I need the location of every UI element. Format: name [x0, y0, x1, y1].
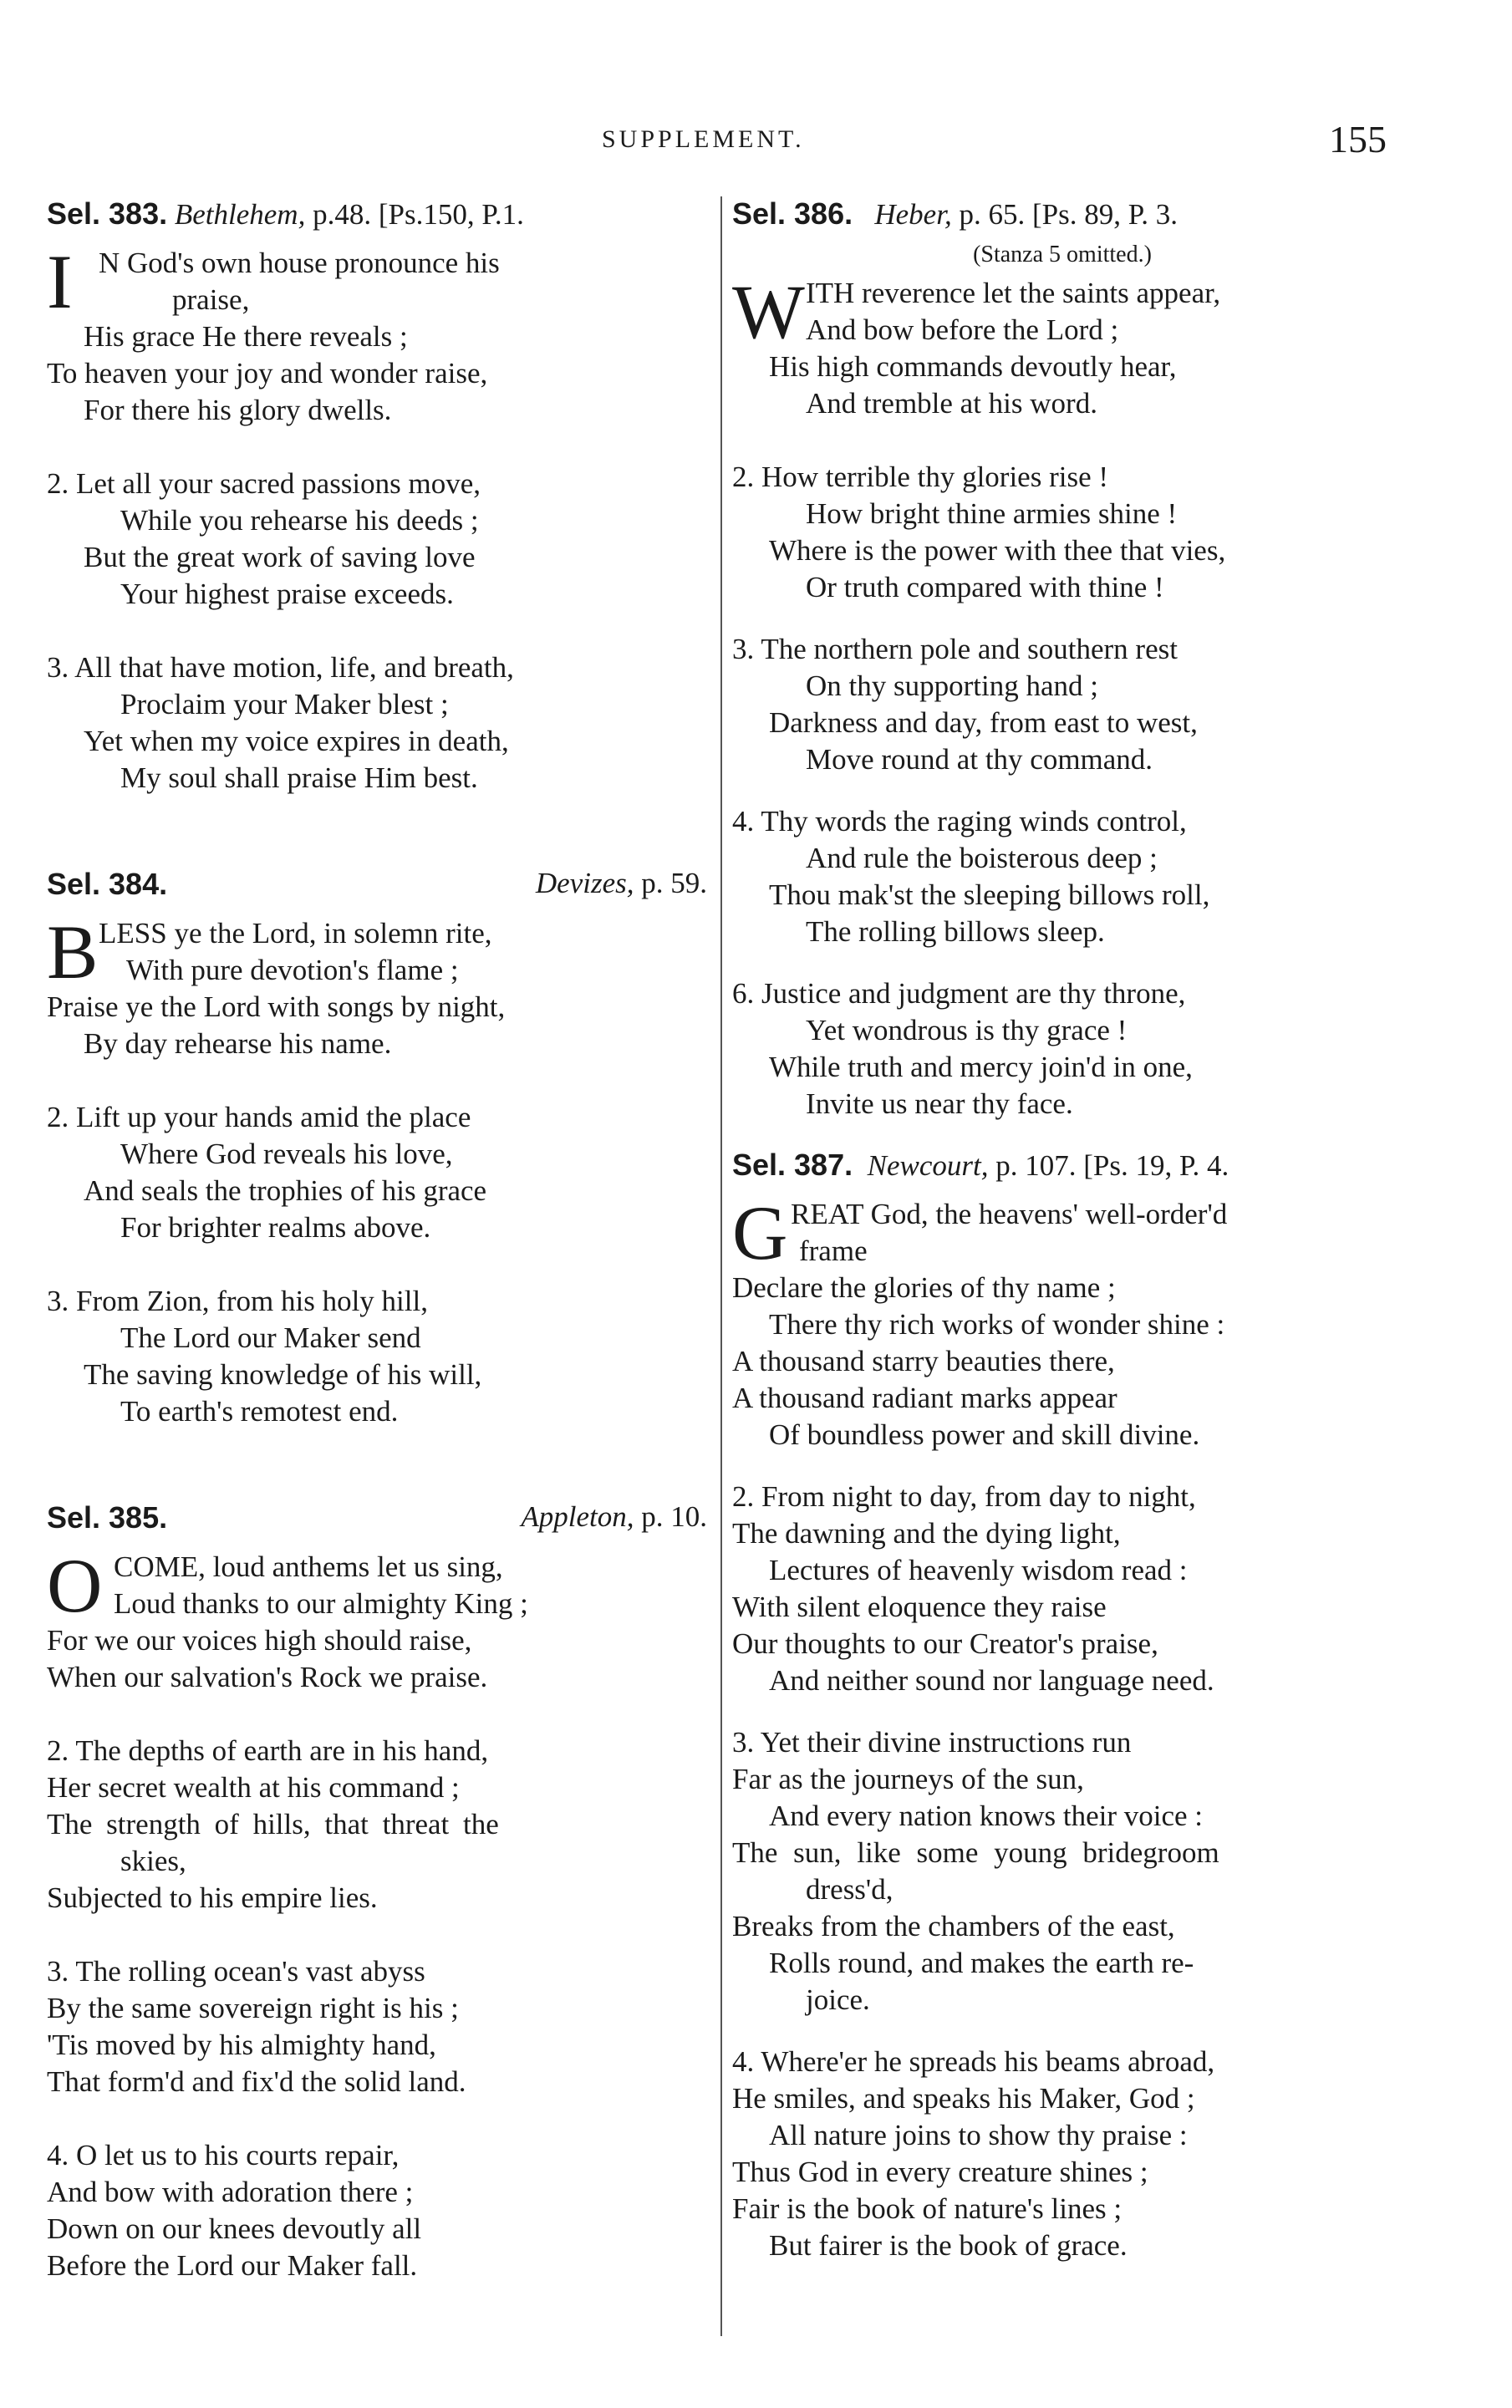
hymn-line: 6. Justice and judgment are thy throne,: [732, 977, 1186, 1010]
hymn-line: For we our voices high should raise,: [47, 1624, 472, 1657]
drop-cap: G: [732, 1190, 788, 1275]
selection-heading: [47, 867, 707, 915]
tune-reference: p. 65. [Ps. 89, P. 3.: [951, 198, 1179, 231]
hymn-line: And tremble at his word.: [806, 387, 1097, 420]
hymn-line: And seals the trophies of his grace: [84, 1174, 487, 1207]
hymn-line: Move round at thy command.: [806, 743, 1153, 776]
drop-cap: W: [732, 269, 805, 354]
selection-heading: [732, 196, 1392, 245]
hymn-line: Praise ye the Lord with songs by night,: [47, 990, 506, 1023]
hymn-line: While you rehearse his deeds ;: [120, 504, 479, 537]
hymn-line: 3. The northern pole and southern rest: [732, 633, 1178, 665]
hymn-line: Lectures of heavenly wisdom read :: [769, 1554, 1188, 1586]
stanza-note: (Stanza 5 omitted.): [973, 242, 1152, 267]
selection-heading: [732, 1148, 1392, 1196]
hymn-line: While truth and mercy join'd in one,: [769, 1051, 1193, 1083]
drop-cap: O: [47, 1543, 103, 1628]
tune-reference: p. 59.: [634, 867, 707, 899]
hymn-line: How bright thine armies shine !: [806, 497, 1178, 530]
hymn-line: For brighter realms above.: [120, 1211, 431, 1244]
hymn-line: The dawning and the dying light,: [732, 1517, 1121, 1550]
right-column: [732, 196, 1392, 2301]
tune-reference: p. 10.: [634, 1500, 707, 1533]
hymn-line: Subjected to his empire lies.: [47, 1881, 378, 1914]
hymn-line: 2. Lift up your hands amid the place: [47, 1101, 471, 1133]
hymn-line: 3. The rolling ocean's vast abyss: [47, 1955, 425, 1988]
selection-number: Sel. 387.: [732, 1148, 853, 1182]
hymn-line: And neither sound nor language need.: [769, 1664, 1214, 1697]
drop-cap: B: [47, 909, 99, 995]
hymn-line: My soul shall praise Him best.: [120, 761, 478, 794]
stanza: [732, 1479, 1392, 1699]
stanza: [47, 649, 707, 797]
stanza: [47, 1733, 707, 1917]
hymn-line: 2. From night to day, from day to night,: [732, 1480, 1196, 1513]
hymn-line: With silent eloquence they raise: [732, 1591, 1107, 1623]
selection-heading: [47, 1500, 707, 1549]
stanza: [47, 2137, 707, 2284]
hymn-line: 4. O let us to his courts repair,: [47, 2139, 400, 2171]
tune-name: Heber,: [874, 198, 952, 231]
hymn-line: He smiles, and speaks his Maker, God ;: [732, 2082, 1195, 2115]
hymn-line: Darkness and day, from east to west,: [769, 706, 1198, 739]
hymn-line: Yet wondrous is thy grace !: [806, 1014, 1128, 1046]
hymn-line: And bow with adoration there ;: [47, 2176, 414, 2208]
hymn-line: Our thoughts to our Creator's praise,: [732, 1627, 1158, 1660]
stanza: [732, 1190, 1392, 1453]
hymn-line: skies,: [120, 1845, 186, 1877]
hymn-line: With pure devotion's flame ;: [126, 954, 459, 986]
stanza: [47, 1099, 707, 1246]
hymn-line: On thy supporting hand ;: [806, 669, 1098, 702]
hymn-line: A thousand starry beauties there,: [732, 1345, 1115, 1377]
hymn-line: joice.: [806, 1983, 870, 2016]
selection-number: Sel. 385.: [47, 1500, 168, 1535]
hymn-line: Where God reveals his love,: [120, 1138, 453, 1170]
hymn-line: The Lord our Maker send: [120, 1321, 421, 1354]
hymn-line: Loud thanks to our almighty King ;: [114, 1587, 528, 1620]
hymn-line: Before the Lord our Maker fall.: [47, 2249, 418, 2282]
selection-number: Sel. 384.: [47, 867, 168, 901]
tune-reference: p. 107. [Ps. 19, P. 4.: [988, 1149, 1229, 1182]
hymn-line: Your highest praise exceeds.: [120, 578, 454, 610]
hymn-line: The sun, like some young bridegroom: [732, 1836, 1219, 1869]
hymn-line: But the great work of saving love: [84, 541, 476, 573]
hymn-line: REAT God, the heavens' well-order'd: [791, 1198, 1228, 1230]
hymn-line: There thy rich works of wonder shine :: [769, 1308, 1225, 1341]
hymn-line: 4. Thy words the raging winds control,: [732, 805, 1187, 837]
hymn-line: Fair is the book of nature's lines ;: [732, 2192, 1123, 2225]
page-header: [0, 117, 1512, 167]
hymn-line: The saving knowledge of his will,: [84, 1358, 482, 1391]
stanza: [732, 803, 1392, 950]
hymn-line: For there his glory dwells.: [84, 394, 392, 426]
hymn-line: Breaks from the chambers of the east,: [732, 1910, 1175, 1942]
hymn-line: Of boundless power and skill divine.: [769, 1418, 1200, 1451]
stanza: [47, 466, 707, 613]
tune-name: Devizes,: [535, 867, 634, 899]
hymn-line: And bow before the Lord ;: [806, 313, 1119, 346]
tune-name: Newcourt,: [867, 1149, 989, 1182]
hymn-line: 3. All that have motion, life, and breath,: [47, 651, 514, 684]
hymn-line: That form'd and fix'd the solid land.: [47, 2065, 466, 2098]
stanza: [47, 909, 707, 1062]
drop-cap: I: [47, 239, 73, 324]
running-head: SUPPLEMENT.: [602, 125, 805, 153]
hymn-line: And every nation knows their voice :: [769, 1800, 1204, 1832]
hymn-line: Or truth compared with thine !: [806, 571, 1164, 603]
hymn-line: Thus God in every creature shines ;: [732, 2156, 1148, 2188]
stanza: [732, 459, 1392, 606]
stanza: [47, 1543, 707, 1696]
hymn-line: Yet when my voice expires in death,: [84, 725, 509, 757]
hymn-line: By day rehearse his name.: [84, 1027, 392, 1060]
stanza: [732, 2044, 1392, 2264]
hymn-line: The strength of hills, that threat the: [47, 1808, 499, 1840]
hymn-line: 3. Yet their divine instructions run: [732, 1726, 1132, 1759]
tune-reference: p.48. [Ps.150, P.1.: [305, 198, 524, 231]
hymn-line: Proclaim your Maker blest ;: [120, 688, 449, 720]
hymn-line: Thou mak'st the sleeping billows roll,: [769, 878, 1210, 911]
hymn-line: Down on our knees devoutly all: [47, 2212, 422, 2245]
hymn-line: His high commands devoutly hear,: [769, 350, 1177, 383]
stanza: [732, 1724, 1392, 2019]
hymn-line: But fairer is the book of grace.: [769, 2229, 1128, 2262]
hymn-line: Invite us near thy face.: [806, 1087, 1073, 1120]
stanza: [732, 269, 1392, 422]
hymn-line: LESS ye the Lord, in solemn rite,: [99, 917, 492, 949]
hymn-line: 'Tis moved by his almighty hand,: [47, 2029, 436, 2061]
hymn-line: Declare the glories of thy name ;: [732, 1271, 1116, 1304]
hymn-line: frame: [799, 1235, 868, 1267]
hymn-line: 2. Let all your sacred passions move,: [47, 467, 481, 500]
hymn-line: And rule the boisterous deep ;: [806, 842, 1158, 874]
hymn-line: Rolls round, and makes the earth re-: [769, 1947, 1194, 1979]
hymn-line: To heaven your joy and wonder raise,: [47, 357, 488, 389]
hymn-line: Far as the journeys of the sun,: [732, 1763, 1084, 1795]
hymn-line: dress'd,: [806, 1873, 893, 1906]
hymn-line: A thousand radiant marks appear: [732, 1382, 1117, 1414]
hymn-line: Where is the power with thee that vies,: [769, 534, 1226, 567]
hymn-line: 2. How terrible thy glories rise !: [732, 461, 1109, 493]
hymn-line: 4. Where'er he spreads his beams abroad,: [732, 2045, 1215, 2078]
stanza: [732, 975, 1392, 1123]
hymn-line: ITH reverence let the saints appear,: [806, 277, 1221, 309]
selection-heading: [47, 196, 707, 245]
hymn-line: To earth's remotest end.: [120, 1395, 399, 1428]
stanza: [47, 1953, 707, 2100]
left-column: [47, 196, 707, 2321]
stanza: [47, 1283, 707, 1430]
selection-number: Sel. 386.: [732, 196, 853, 231]
tune-name: Bethlehem,: [174, 198, 306, 231]
column-divider: [720, 196, 722, 2336]
hymn-line: All nature joins to show thy praise :: [769, 2119, 1188, 2151]
stanza: [732, 631, 1392, 778]
hymn-line: By the same sovereign right is his ;: [47, 1992, 459, 2024]
hymn-line: His grace He there reveals ;: [84, 320, 408, 353]
hymn-line: The rolling billows sleep.: [806, 915, 1105, 948]
hymn-line: praise,: [172, 283, 250, 316]
tune-name: Appleton,: [521, 1500, 634, 1533]
hymn-line: N God's own house pronounce his: [99, 247, 500, 279]
hymn-line: COME, loud anthems let us sing,: [114, 1550, 503, 1583]
selection-number: Sel. 383.: [47, 196, 168, 231]
hymn-line: 2. The depths of earth are in his hand,: [47, 1734, 489, 1767]
hymn-line: When our salvation's Rock we praise.: [47, 1661, 488, 1693]
hymn-line: 3. From Zion, from his holy hill,: [47, 1285, 428, 1317]
page-number: 155: [1329, 118, 1387, 160]
hymn-line: Her secret wealth at his command ;: [47, 1771, 460, 1804]
stanza: [47, 239, 707, 429]
